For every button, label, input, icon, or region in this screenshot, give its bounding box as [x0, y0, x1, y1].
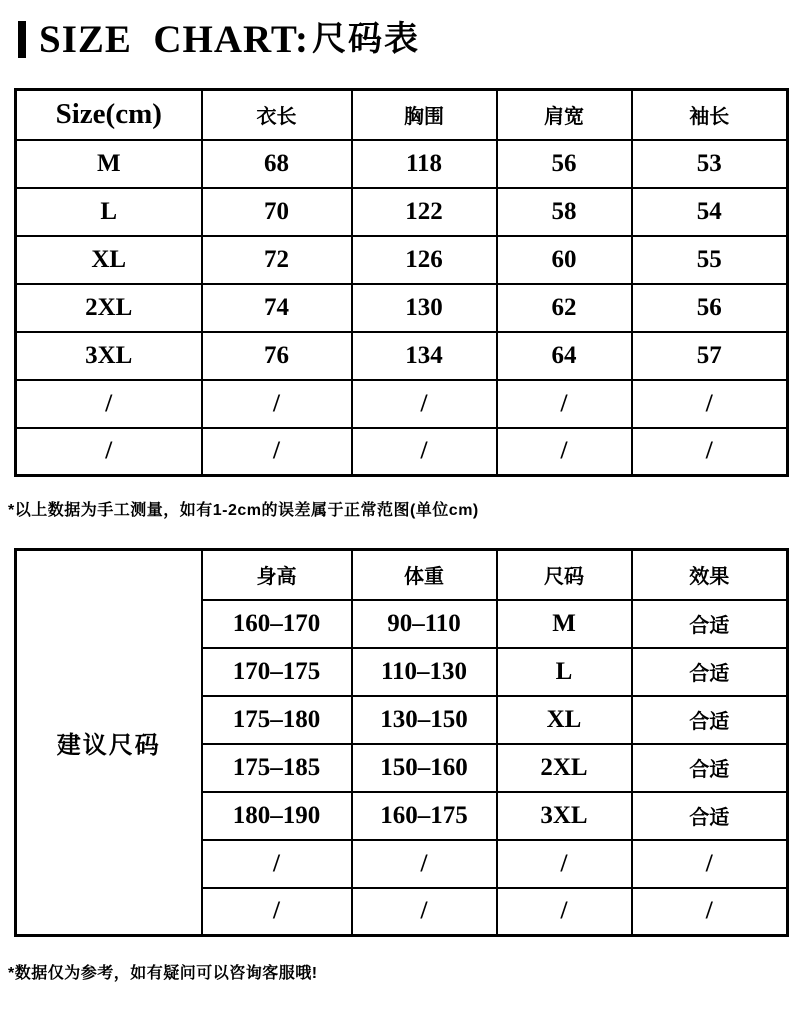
table-cell: 2XL [16, 284, 202, 332]
size-measurement-table [14, 88, 789, 477]
table-cell: 58 [497, 188, 632, 236]
table-cell: XL [16, 236, 202, 284]
table-cell: / [202, 380, 352, 428]
table-cell: 76 [202, 332, 352, 380]
table-cell: 合适 [632, 648, 788, 696]
header-chest: 胸围 [352, 90, 497, 140]
header-size-cm: Size(cm) [16, 90, 202, 140]
suggest-table-header-row [16, 550, 788, 600]
header-fit: 效果 [632, 550, 788, 600]
table-cell: / [632, 380, 788, 428]
table-cell: 110–130 [352, 648, 497, 696]
table-cell: / [632, 428, 788, 476]
table-cell: 64 [497, 332, 632, 380]
size-table-row [16, 140, 788, 188]
table-cell: 56 [497, 140, 632, 188]
table-cell: 2XL [497, 744, 632, 792]
table-cell: 118 [352, 140, 497, 188]
table-cell: 170–175 [202, 648, 352, 696]
table-cell: M [497, 600, 632, 648]
table-cell: XL [497, 696, 632, 744]
table-cell: 126 [352, 236, 497, 284]
table-cell: 90–110 [352, 600, 497, 648]
reference-note: *数据仅为参考，如有疑问可以咨询客服哦! [8, 965, 318, 982]
size-table-row [16, 332, 788, 380]
table-cell: 72 [202, 236, 352, 284]
table-cell: 180–190 [202, 792, 352, 840]
table-cell: 合适 [632, 696, 788, 744]
suggested-size-table [14, 548, 789, 937]
measurement-note: *以上数据为手工测量，如有1-2cm的误差属于正常范图(单位cm) [8, 502, 479, 519]
table-cell: / [497, 380, 632, 428]
size-table-row [16, 188, 788, 236]
table-cell: M [16, 140, 202, 188]
table-cell: 60 [497, 236, 632, 284]
table-cell: / [202, 888, 352, 936]
table-cell: / [632, 840, 788, 888]
table-cell: 3XL [16, 332, 202, 380]
suggested-size-merged-cell: 建议尺码 [16, 550, 202, 936]
table-cell: 160–175 [352, 792, 497, 840]
size-table-header-row [16, 90, 788, 140]
table-cell: / [352, 840, 497, 888]
title-text-en: SIZE CHART: [39, 17, 309, 61]
table-cell: 150–160 [352, 744, 497, 792]
table-cell: 55 [632, 236, 788, 284]
table-cell: 68 [202, 140, 352, 188]
table-cell: 70 [202, 188, 352, 236]
title-accent-bar [18, 21, 26, 58]
table-cell: 3XL [497, 792, 632, 840]
table-cell: 53 [632, 140, 788, 188]
header-weight: 体重 [352, 550, 497, 600]
size-table-row [16, 236, 788, 284]
table-cell: 134 [352, 332, 497, 380]
table-cell: / [16, 428, 202, 476]
table-cell: / [202, 428, 352, 476]
table-cell: 57 [632, 332, 788, 380]
table-cell: 175–180 [202, 696, 352, 744]
title-text-zh: 尺码表 [311, 20, 420, 58]
table-cell: / [497, 888, 632, 936]
table-cell: 56 [632, 284, 788, 332]
table-cell: / [16, 380, 202, 428]
table-cell: 130 [352, 284, 497, 332]
table-cell: 合适 [632, 792, 788, 840]
header-size-code: 尺码 [497, 550, 632, 600]
table-cell: / [352, 380, 497, 428]
header-shoulder: 肩宽 [497, 90, 632, 140]
table-cell: 175–185 [202, 744, 352, 792]
table-cell: / [352, 428, 497, 476]
size-table-row [16, 428, 788, 476]
page-title [18, 16, 420, 62]
header-garment-length: 衣长 [202, 90, 352, 140]
table-cell: / [497, 840, 632, 888]
table-cell: / [497, 428, 632, 476]
table-cell: / [202, 840, 352, 888]
size-table-row [16, 284, 788, 332]
table-cell: 160–170 [202, 600, 352, 648]
table-cell: L [497, 648, 632, 696]
header-sleeve: 袖长 [632, 90, 788, 140]
size-table-row [16, 380, 788, 428]
table-cell: L [16, 188, 202, 236]
table-cell: 74 [202, 284, 352, 332]
table-cell: 130–150 [352, 696, 497, 744]
table-cell: 62 [497, 284, 632, 332]
table-cell: 122 [352, 188, 497, 236]
table-cell: 合适 [632, 744, 788, 792]
header-height: 身高 [202, 550, 352, 600]
table-cell: / [352, 888, 497, 936]
table-cell: 54 [632, 188, 788, 236]
table-cell: 合适 [632, 600, 788, 648]
table-cell: / [632, 888, 788, 936]
